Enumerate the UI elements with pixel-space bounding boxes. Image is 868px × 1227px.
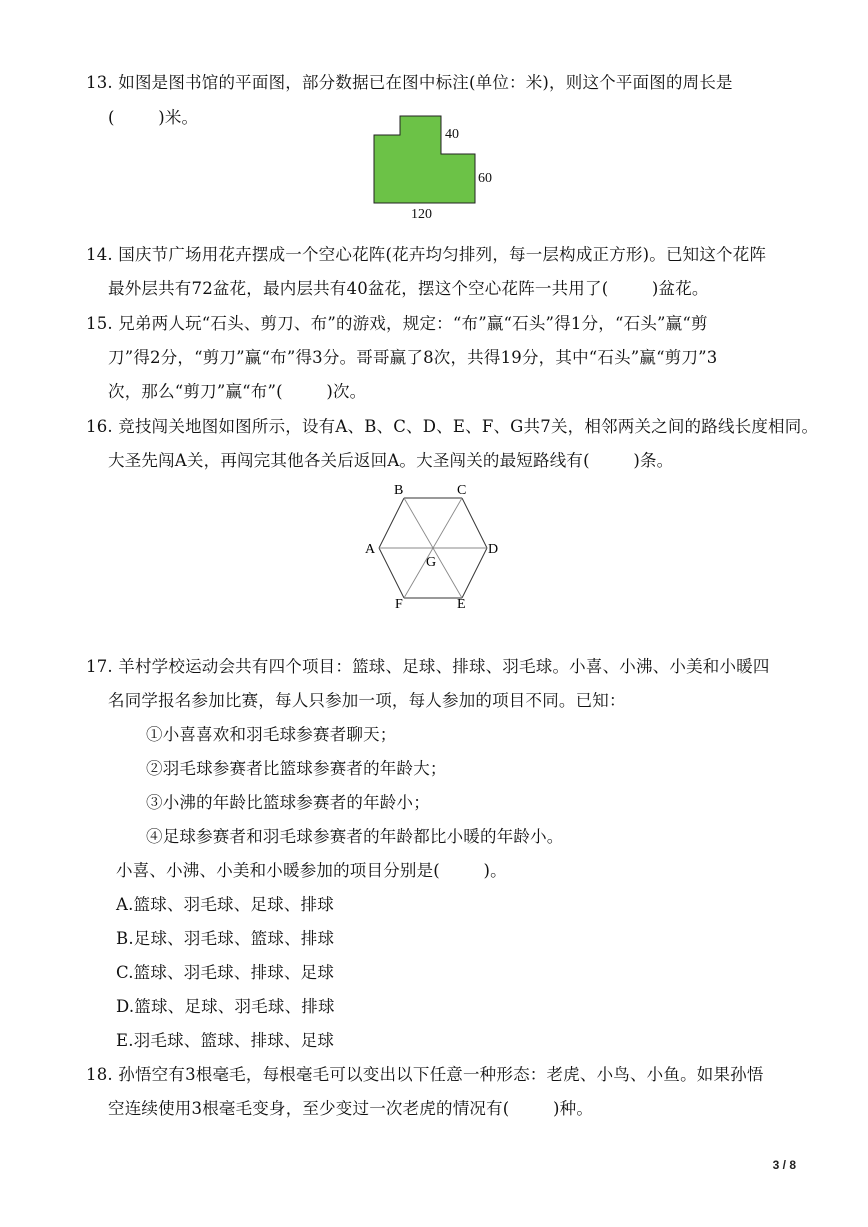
q17-question: 小喜、小沸、小美和小暖参加的项目分别是( )。: [116, 861, 507, 880]
label-60: 60: [478, 171, 492, 186]
q17-line-2: 名同学报名参加比赛，每人只参加一项，每人参加的项目不同。已知：: [108, 691, 626, 710]
node-label-g: G: [426, 555, 437, 570]
page-number: 3 / 8: [772, 1158, 796, 1172]
label-40: 40: [445, 127, 459, 142]
node-label-e: E: [457, 597, 466, 612]
q16-line-1: 16. 竞技闯关地图如图所示，设有A、B、C、D、E、F、G共7关，相邻两关之间的路线长度相同。: [86, 417, 819, 436]
q14-line-2: 最外层共有72盆花，最内层共有40盆花，摆这个空心花阵一共用了( )盆花。: [108, 279, 709, 298]
edge-f-a: [379, 548, 404, 598]
edge-c-d: [462, 498, 487, 548]
q17-option-a: A.篮球、羽毛球、足球、排球: [116, 895, 334, 914]
hexagon-diagonals: [379, 498, 487, 598]
q16-line-2: 大圣先闯A关，再闯完其他各关后返回A。大圣闯关的最短路线有( )条。: [108, 451, 674, 470]
q17-option-c: C.篮球、羽毛球、排球、足球: [116, 963, 335, 982]
q17-option-e: E.羽毛球、篮球、排球、足球: [116, 1031, 335, 1050]
q17-condition-1: ①小喜喜欢和羽毛球参赛者聊天；: [146, 725, 397, 744]
q18-line-1: 18. 孙悟空有3根毫毛，每根毫毛可以变出以下任意一种形态：老虎、小鸟、小鱼。如果孙悟: [86, 1065, 764, 1084]
q13-line-2: ( )米。: [108, 108, 199, 127]
q17-condition-2: ②羽毛球参赛者比篮球参赛者的年龄大；: [146, 759, 447, 778]
node-label-f: F: [395, 597, 403, 612]
label-120: 120: [411, 207, 432, 222]
q17-condition-4: ④足球参赛者和羽毛球参赛者的年龄都比小暖的年龄小。: [146, 827, 564, 846]
q17-condition-3: ③小沸的年龄比篮球参赛者的年龄小；: [146, 793, 430, 812]
edge-a-b: [379, 498, 404, 548]
node-label-c: C: [457, 483, 467, 498]
node-label-d: D: [488, 542, 499, 557]
edge-d-e: [462, 548, 487, 598]
node-label-b: B: [394, 483, 404, 498]
q15-line-2: 刀”得2分，“剪刀”赢“布”得3分。哥哥赢了8次，共得19分，其中“石头”赢“剪刀”3: [108, 348, 718, 367]
q17-line-1: 17. 羊村学校运动会共有四个项目：篮球、足球、排球、羽毛球。小喜、小沸、小美和小暖四: [86, 657, 770, 676]
q13-line-1: 13. 如图是图书馆的平面图，部分数据已在图中标注(单位：米)，则这个平面图的周长是: [86, 73, 733, 92]
q15-line-1: 15. 兄弟两人玩“石头、剪刀、布”的游戏，规定：“布”赢“石头”得1分，“石头”赢“剪: [86, 314, 708, 333]
hexagon-map-figure: [360, 478, 510, 616]
library-floor-plan-figure: [360, 110, 510, 222]
node-label-a: A: [365, 542, 376, 557]
q15-line-3: 次，那么“剪刀”赢“布”( )次。: [108, 382, 367, 401]
floor-plan-shape: [374, 116, 475, 203]
q17-option-d: D.篮球、足球、羽毛球、排球: [116, 997, 335, 1016]
q14-line-1: 14. 国庆节广场用花卉摆成一个空心花阵(花卉均匀排列，每一层构成正方形)。已知这个花阵: [86, 245, 767, 264]
q17-option-b: B.足球、羽毛球、篮球、排球: [116, 929, 335, 948]
q18-line-2: 空连续使用3根毫毛变身，至少变过一次老虎的情况有( )种。: [108, 1099, 594, 1118]
